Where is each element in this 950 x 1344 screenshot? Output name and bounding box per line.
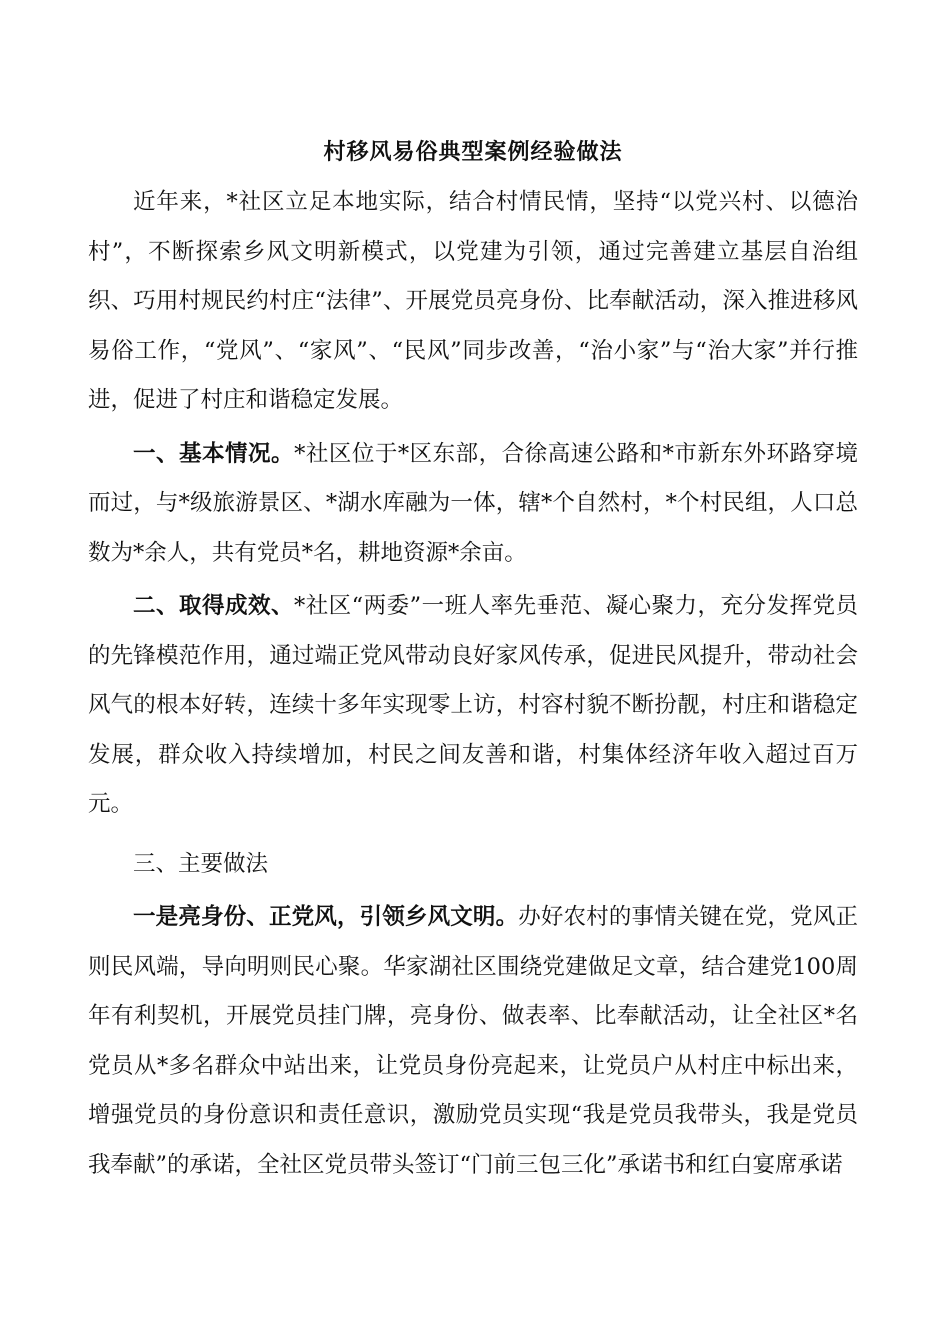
practice-one-text: 办好农村的事情关键在党，党风正则民风端，导向明则民心聚。华家湖社区围绕党建做足文章，结合建党100周年有利契机，开展党员挂门牌，亮身份、做表率、比奉献活动，让全社区*名党员从*多名群众中站出来，让党员身份亮起来，让党员户从村庄中标出来，增强党员的身份意识和责任意识，激励党员实现“我是党员我带头，我是党员我奉献”的承诺，全社区党员带头签订“门前三包三化”承诺书和红白宴席承诺 <box>88 904 858 1178</box>
section-results-heading: 二、取得成效、 <box>133 593 294 619</box>
document-body <box>88 130 858 1190</box>
section-basic-info-heading: 一、基本情况。 <box>133 440 295 467</box>
section-main-practices-heading: 三、主要做法 <box>133 850 269 877</box>
document-title: 村移风易俗典型案例经验做法 <box>323 139 623 165</box>
section-basic-info-text: *社区位于*区东部，合徐高速公路和*市新东外环路穿境而过，与*级旅游景区、*湖水库融为一体，辖*个自然村，*个村民组，人口总数为*余人，共有党员*名，耕地资源*余亩。 <box>88 440 858 566</box>
intro-paragraph: 近年来，*社区立足本地实际，结合村情民情，坚持“以党兴村、以德治村”，不断探索乡风文明新模式，以党建为引领，通过完善建立基层自治组织、巧用村规民约村庄“法律”、开展党员亮身份、比奉献活动，深入推进移风易俗工作，“党风”、“家风”、“民风”同步改善，“治小家”与“治大家”并行推进，促进了村庄和谐稳定发展。 <box>88 189 858 413</box>
section-results-text: *社区“两委”一班人率先垂范、凝心聚力，充分发挥党员的先锋模范作用，通过端正党风带动良好家风传承，促进民风提升，带动社会风气的根本好转，连续十多年实现零上访，村容村貌不断扮靓，村庄和谐稳定发展，群众收入持续增加，村民之间友善和谐，村集体经济年收入超过百万元。 <box>88 593 858 817</box>
practice-one-heading: 一是亮身份、正党风，引领乡风文明。 <box>133 904 519 930</box>
section-basic-info <box>88 430 858 579</box>
section-results <box>88 582 858 830</box>
practice-one-paragraph <box>88 893 858 1190</box>
